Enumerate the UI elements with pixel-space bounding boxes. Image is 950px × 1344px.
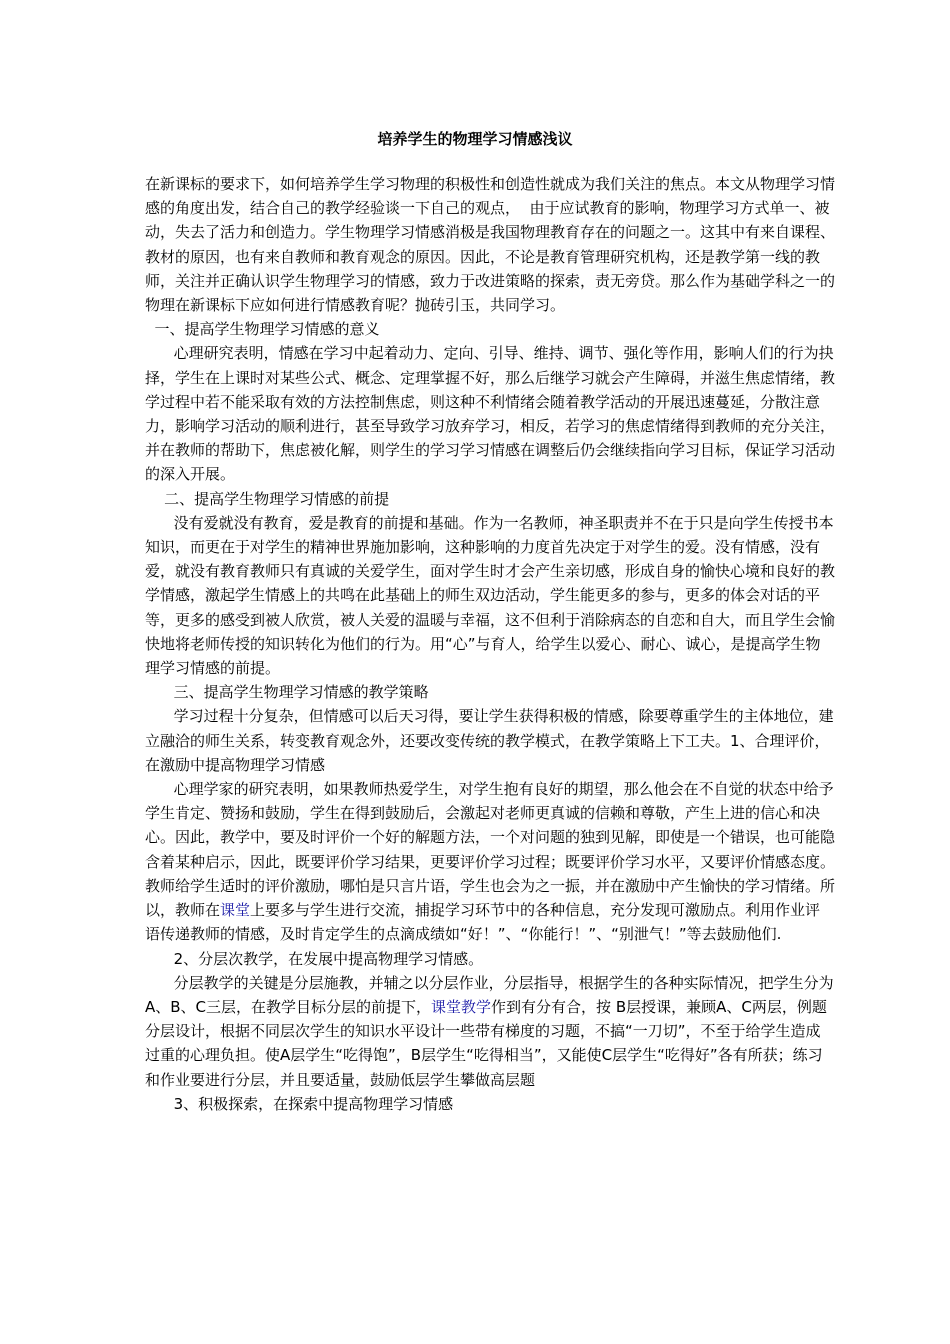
paragraph-section-3: 学习过程十分复杂，但情感可以后天习得，要让学生获得积极的情感，除要尊重学生的主体地位，建立融洽的师生关系，转变教育观念外，还要改变传统的教学模式，在教学策略上下工夫。1、合理评价，在激励中提高物理学习情感 (145, 707, 834, 774)
paragraph-section-1: 心理研究表明，情感在学习中起着动力、定向、引导、维持、调节、强化等作用，影响人们的行为抉择，学生在上课时对某些公式、概念、定理掌握不好，那么后继学习就会产生障碍，并滋生焦虑情绪，教学过程中若不能采取有效的方法控制焦虑，则这种不利情绪会随着教学活动的开展迅速蔓延，分散注意力，影响学习活动的顺利进行，甚至导致学习放弃学习，相反，若学习的焦虑情绪得到教师的充分关注，并在教师的帮助下，焦虑被化解，则学生的学习学习情感在调整后仍会继续指向学习目标，保证学习活动的深入开展。 (145, 344, 836, 484)
classroom-link[interactable]: 课堂 (220, 901, 251, 920)
paragraph-text-after: 作到有分有合，按 B层授课，兼顾A、C两层，例题分层设计，根据不同层次学生的知识水平设计一些带有梯度的习题，不搞“一刀切”，不至于给学生造成过重的心理负担。使A层学生“吃得饱”，B层学生“吃得相当”，又能使C层学生“吃得好”各有所获；练习和作业要进行分层，并且要适量，鼓励低层学生攀做高层题 (145, 997, 827, 1089)
heading-section-1: 一、提高学生物理学习情感的意义 (145, 320, 380, 339)
paragraph-layered-teaching (145, 971, 835, 1092)
paragraph-intro: 在新课标的要求下，如何培养学生学习物理的积极性和创造性就成为我们关注的焦点。本文从物理学习情感的角度出发，结合自己的教学经验谈一下自己的观点， 由于应试教育的影响，物理学习方式单一、被动，失去了活力和创造力。学生物理学习情感消极是我国物理教育存在的问题之一。这其中有来自课程、教材的原因，也有来自教师和教育观念的原因。因此，不论是教育管理研究机构，还是教学第一线的教师，关注并正确认识学生物理学习的情感，致力于改进策略的探索，责无旁贷。那么作为基础学科之一的物理在新课标下应如何进行情感教育呢？抛砖引玉，共同学习。 (145, 175, 836, 315)
document-body (145, 172, 835, 1116)
paragraph-section-2: 没有爱就没有教育，爱是教育的前提和基础。作为一名教师，神圣职责并不在于只是向学生传授书本知识，而更在于对学生的精神世界施加影响，这种影响的力度首先决定于对学生的爱。没有情感，没有爱，就没有教育教师只有真诚的关爱学生，面对学生时才会产生亲切感，形成自身的愉快心境和良好的教学情感，激起学生情感上的共鸣在此基础上的师生双边活动，学生能更多的参与，更多的体会对话的平等，更多的感受到被人欣赏，被人关爱的温暖与幸福，这不但利于消除病态的自恋和自大，而且学生会愉快地将老师传授的知识转化为他们的行为。用“心”与育人，给学生以爱心、耐心、诚心，是提高学生物理学习情感的前提。 (145, 513, 836, 678)
heading-section-3: 三、提高学生物理学习情感的教学策略 (145, 683, 429, 702)
paragraph-evaluation (145, 777, 835, 946)
paragraph-text: 分层教学的关键是分层施教，并辅之以分层作业，分层指导，根据学生的各种实际情况，把学生分为A、B、C三层，在教学目标分层的前提下， (145, 973, 834, 1016)
heading-section-2: 二、提高学生物理学习情感的前提 (145, 489, 390, 508)
paragraph-text-after: 上要多与学生进行交流，捕捉学习环节中的各种信息，充分发现可激励点。利用作业评语传递教师的情感，及时肯定学生的点滴成绩如“好！”、“你能行！”、“别泄气！”等去鼓励他们. (145, 901, 821, 944)
document-title: 培养学生的物理学习情感浅议 (377, 130, 573, 148)
paragraph-text: 心理学家的研究表明，如果教师热爱学生，对学生抱有良好的期望，那么他会在不自觉的状态中给予学生肯定、赞扬和鼓励，学生在得到鼓励后，会激起对老师更真诚的信赖和尊敬，产生上进的信心和决心。因此，教学中，要及时评价一个好的解题方法，一个对问题的独到见解，即使是一个错误，也可能隐含着某种启示，因此，既要评价学习结果，更要评价学习过程；既要评价学习水平，又要评价情感态度。教师给学生适时的评价激励，哪怕是只言片语，学生也会为之一振，并在激励中产生愉快的学习情绪。所以，教师在 (145, 780, 836, 920)
heading-subsection-3: 3、积极探索，在探索中提高物理学习情感 (145, 1094, 454, 1113)
heading-subsection-2: 2、分层次教学，在发展中提高物理学习情感。 (145, 949, 484, 968)
classroom-teaching-link[interactable]: 课堂教学 (431, 997, 492, 1016)
